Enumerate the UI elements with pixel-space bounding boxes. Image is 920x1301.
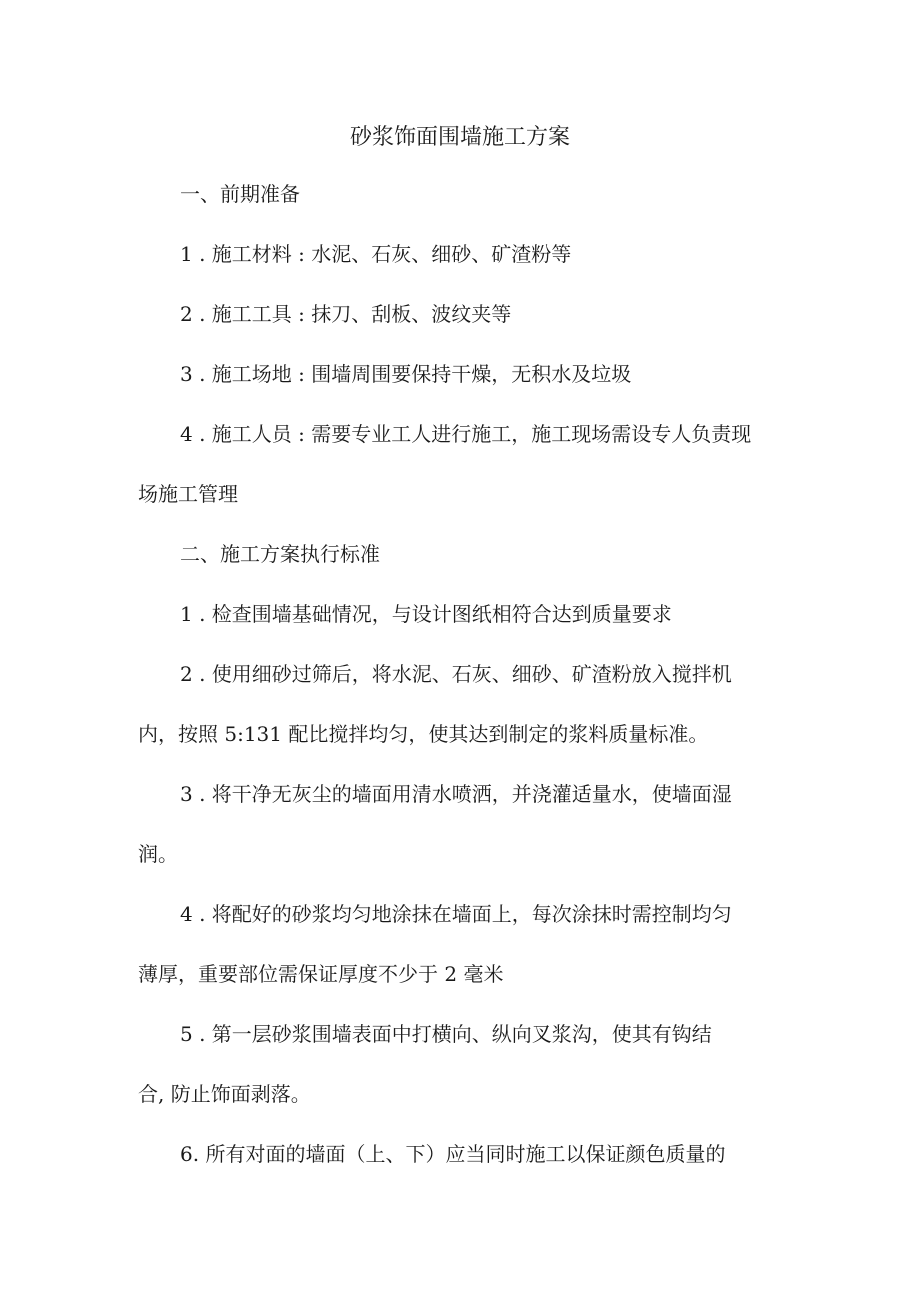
paragraph-step-6: 6. 所有对面的墙面（上、下）应当同时施工以保证颜色质量的 <box>180 1142 726 1166</box>
paragraph-personnel-continued: 场施工管理 <box>138 482 238 506</box>
paragraph-step-2: 2 . 使用细砂过筛后，将水泥、石灰、细砂、矿渣粉放入搅拌机 <box>180 662 732 686</box>
paragraph-step-3: 3 . 将干净无灰尘的墙面用清水喷洒，并浇灌适量水，使墙面湿 <box>180 782 732 806</box>
paragraph-materials: 1 . 施工材料 : 水泥、石灰、细砂、矿渣粉等 <box>180 242 572 266</box>
document-title: 砂浆饰面围墙施工方案 <box>349 125 570 150</box>
paragraph-step-4-continued: 薄厚，重要部位需保证厚度不少于 2 毫米 <box>138 962 504 986</box>
paragraph-site: 3 . 施工场地 : 围墙周围要保持干燥，无积水及垃圾 <box>180 362 632 386</box>
section-heading-standards: 二、施工方案执行标准 <box>180 542 380 566</box>
paragraph-personnel: 4 . 施工人员 : 需要专业工人进行施工，施工现场需设专人负责现 <box>180 422 752 446</box>
paragraph-step-3-continued: 润。 <box>138 842 178 866</box>
paragraph-step-5-continued: 合, 防止饰面剥落。 <box>138 1082 311 1106</box>
paragraph-tools: 2 . 施工工具 : 抹刀、刮板、波纹夹等 <box>180 302 512 326</box>
paragraph-step-5: 5 . 第一层砂浆围墙表面中打横向、纵向叉浆沟，使其有钩结 <box>180 1022 712 1046</box>
section-heading-preparation: 一、前期准备 <box>180 182 300 206</box>
paragraph-step-1: 1 . 检查围墙基础情况，与设计图纸相符合达到质量要求 <box>180 602 672 626</box>
paragraph-step-4: 4 . 将配好的砂浆均匀地涂抹在墙面上，每次涂抹时需控制均匀 <box>180 902 732 926</box>
paragraph-step-2-continued: 内，按照 5:131 配比搅拌均匀，使其达到制定的浆料质量标准。 <box>138 722 709 746</box>
